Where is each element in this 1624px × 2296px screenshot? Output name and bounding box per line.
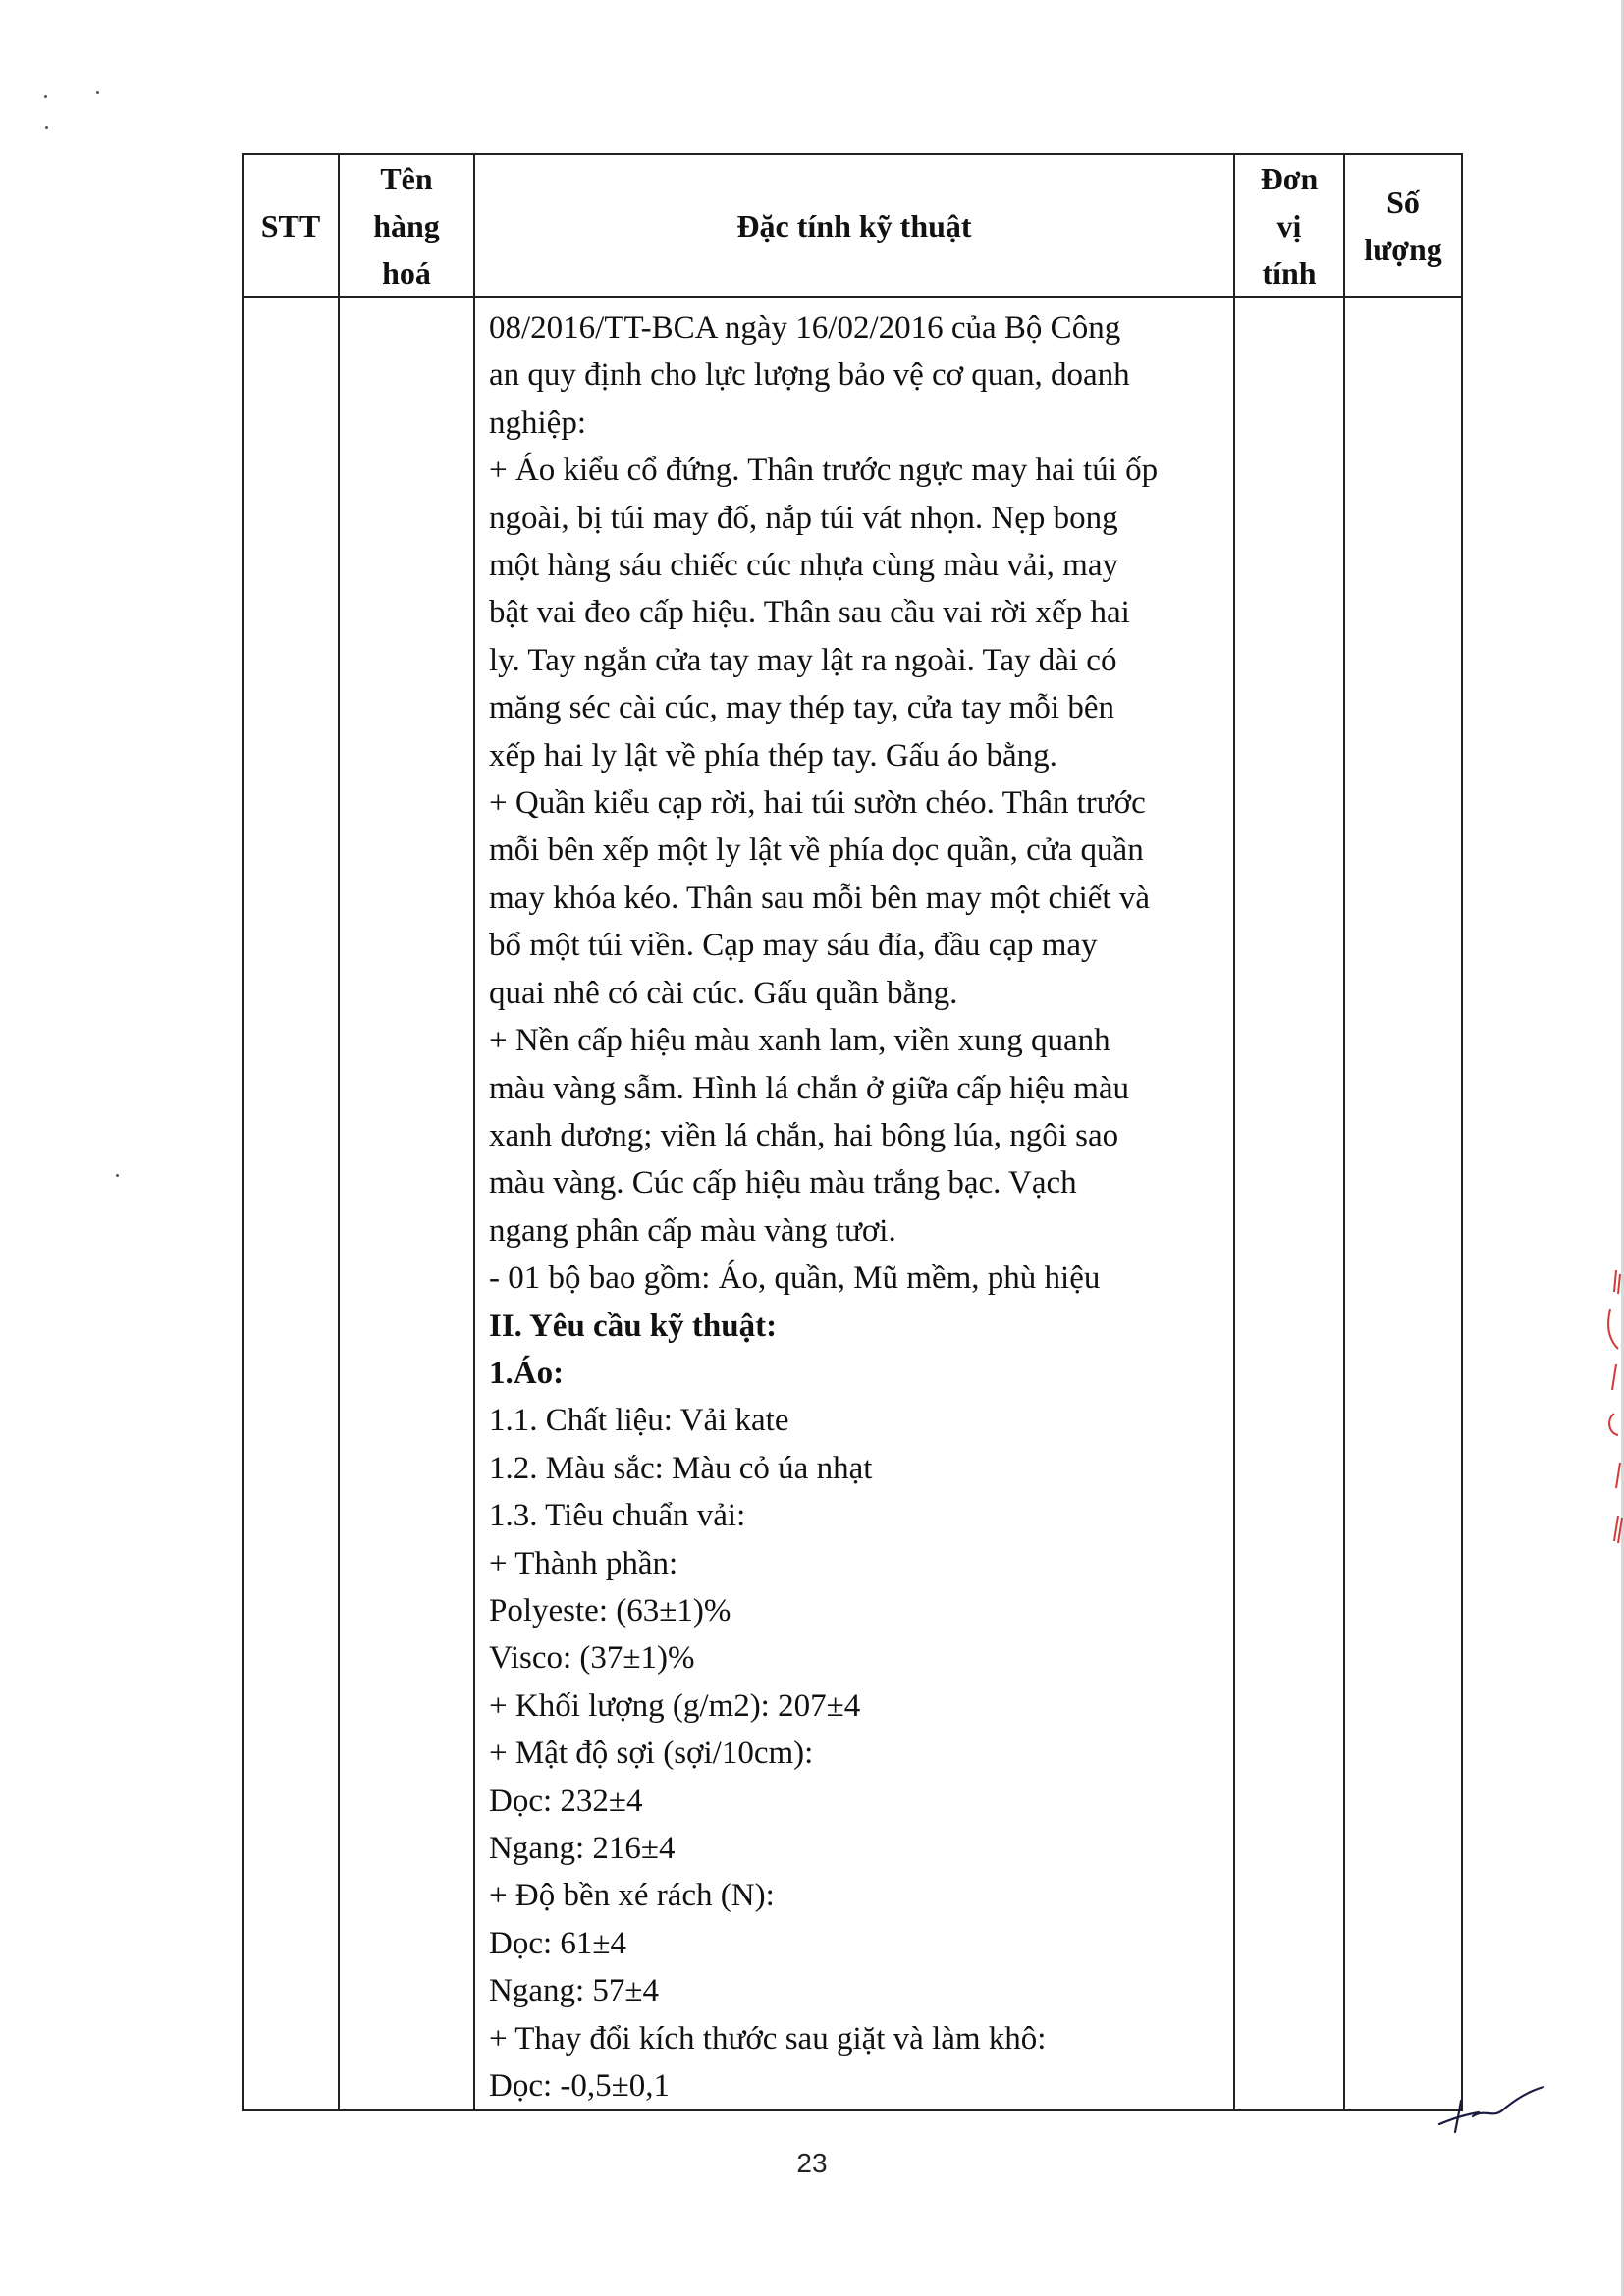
spec-line: ngoài, bị túi may đố, nắp túi vát nhọn. Nẹp bong <box>489 500 1118 536</box>
table-row <box>243 297 1462 2110</box>
cell-dac-tinh <box>474 297 1234 2110</box>
red-margin-marks <box>1591 1266 1624 1551</box>
page-number: 23 <box>796 2148 828 2178</box>
scan-speck <box>96 91 99 94</box>
cell-don-vi-tinh <box>1234 297 1344 2110</box>
spec-line: quai nhê có cài cúc. Gấu quần bằng. <box>489 975 958 1011</box>
spec-text <box>475 298 1233 2109</box>
spec-line: - 01 bộ bao gồm: Áo, quần, Mũ mềm, phù hiệu <box>489 1260 1101 1297</box>
spec-line: nghiệp: <box>489 404 586 441</box>
spec-line: một hàng sáu chiếc cúc nhựa cùng màu vải, may <box>489 548 1119 584</box>
spec-line: + Nền cấp hiệu màu xanh lam, viền xung quanh <box>489 1023 1110 1059</box>
cell-ten-hang-hoa <box>339 297 474 2110</box>
cell-so-luong <box>1344 297 1462 2110</box>
spec-line: an quy định cho lực lượng bảo vệ cơ quan, doanh <box>489 357 1130 394</box>
spec-line: + Áo kiểu cổ đứng. Thân trước ngực may hai túi ốp <box>489 453 1159 489</box>
spec-line: Dọc: 61±4 <box>489 1925 627 1961</box>
spec-line: may khóa kéo. Thân sau mỗi bên may một chiết và <box>489 880 1150 916</box>
spec-line: bật vai đeo cấp hiệu. Thân sau cầu vai rời xếp hai <box>489 595 1130 631</box>
spec-line: 1.1. Chất liệu: Vải kate <box>489 1403 789 1439</box>
spec-line: Dọc: -0,5±0,1 <box>489 2068 670 2105</box>
spec-line: Polyeste: (63±1)% <box>489 1592 731 1629</box>
header-line: lượng <box>1364 232 1442 267</box>
spec-line: Dọc: 232±4 <box>489 1783 643 1819</box>
header-line: hàng <box>373 208 440 243</box>
header-row <box>243 154 1462 297</box>
spec-line: + Quần kiểu cạp rời, hai túi sườn chéo. Thân trước <box>489 785 1146 822</box>
spec-line: II. Yêu cầu kỹ thuật: <box>489 1308 778 1344</box>
spec-line: ngang phân cấp màu vàng tươi. <box>489 1212 896 1249</box>
cell-stt <box>243 297 339 2110</box>
header-line: tính <box>1262 255 1317 291</box>
header-don-vi-tinh <box>1234 154 1344 297</box>
spec-line: xanh dương; viền lá chắn, hai bông lúa, ngôi sao <box>489 1117 1119 1153</box>
header-ten-hang-hoa <box>339 154 474 297</box>
spec-line: + Thay đổi kích thước sau giặt và làm khô: <box>489 2020 1047 2056</box>
scan-speck <box>44 95 47 98</box>
signature-mark <box>1434 2079 1551 2138</box>
header-so-luong <box>1344 154 1462 297</box>
spec-line: ly. Tay ngắn cửa tay may lật ra ngoài. Tay dài có <box>489 642 1117 678</box>
spec-line: xếp hai ly lật về phía thép tay. Gấu áo bằng. <box>489 737 1057 774</box>
scan-speck <box>45 126 48 129</box>
header-line: Đơn <box>1260 161 1319 196</box>
spec-line: 08/2016/TT-BCA ngày 16/02/2016 của Bộ Công <box>489 310 1121 346</box>
spec-line: + Mật độ sợi (sợi/10cm): <box>489 1735 814 1772</box>
spec-line: Ngang: 57±4 <box>489 1973 660 2009</box>
spec-line: 1.Áo: <box>489 1355 565 1391</box>
header-line: hoá <box>382 255 431 291</box>
spec-table <box>242 153 1463 2111</box>
spec-line: Ngang: 216±4 <box>489 1831 676 1866</box>
spec-line: + Khối lượng (g/m2): 207±4 <box>489 1687 861 1724</box>
header-line: vị <box>1276 208 1302 243</box>
spec-line: màu vàng. Cúc cấp hiệu màu trắng bạc. Vạch <box>489 1165 1077 1201</box>
spec-line: bổ một túi viền. Cạp may sáu đỉa, đầu cạp may <box>489 928 1098 964</box>
spec-line: mỗi bên xếp một ly lật về phía dọc quần, cửa quần <box>489 832 1144 869</box>
spec-line: 1.3. Tiêu chuẩn vải: <box>489 1498 746 1534</box>
header-dac-tinh: Đặc tính kỹ thuật <box>474 154 1234 297</box>
spec-line: 1.2. Màu sắc: Màu cỏ úa nhạt <box>489 1450 873 1486</box>
scan-speck <box>116 1174 119 1177</box>
spec-line: màu vàng sẫm. Hình lá chắn ở giữa cấp hiệu màu <box>489 1070 1130 1106</box>
spec-line: măng séc cài cúc, may thép tay, cửa tay mỗi bên <box>489 690 1114 726</box>
spec-line: Visco: (37±1)% <box>489 1640 695 1677</box>
header-line: Tên <box>380 161 433 196</box>
spec-line: + Thành phần: <box>489 1545 678 1581</box>
spec-line: + Độ bền xé rách (N): <box>489 1878 775 1914</box>
header-stt: STT <box>243 154 339 297</box>
header-line: Số <box>1386 185 1420 220</box>
